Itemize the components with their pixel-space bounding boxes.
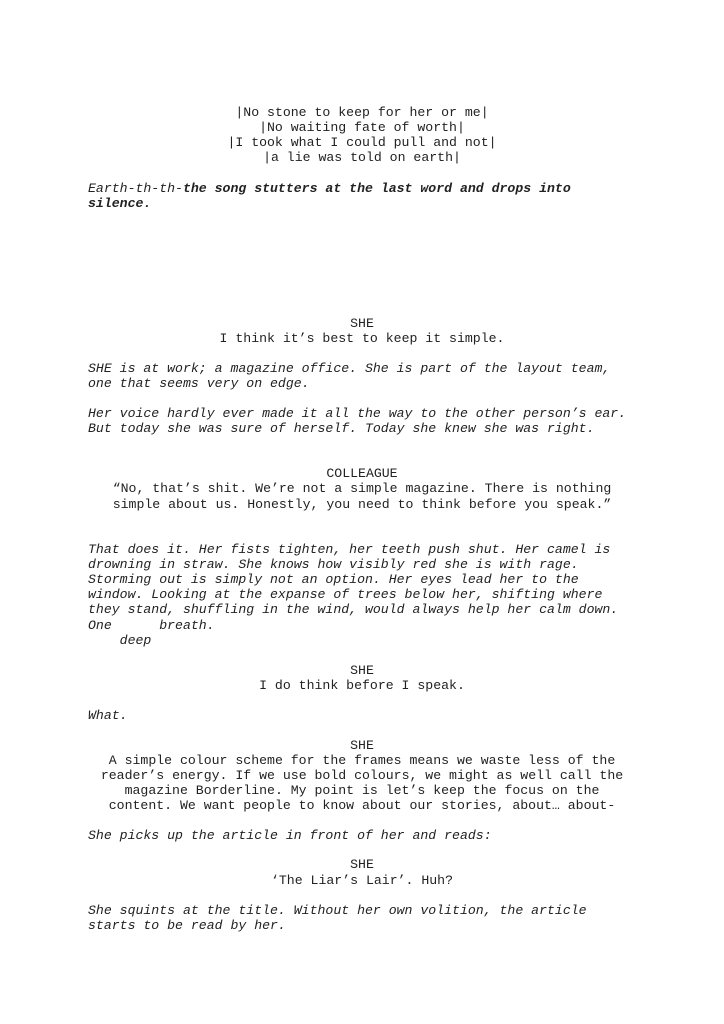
action-line: drowning in straw. She knows how visibly red she is with rage. <box>88 557 579 572</box>
character-name: SHE <box>350 663 374 678</box>
character-name: SHE <box>350 316 374 331</box>
action-line: deep <box>88 633 152 648</box>
action-line: SHE is at work; a magazine office. She is part of the layout team, <box>88 361 611 376</box>
song-line: |No waiting fate of worth| <box>259 120 465 135</box>
action-line: What. <box>88 708 128 723</box>
action-line: One breath. <box>88 618 215 633</box>
dialogue-line: A simple colour scheme for the frames means we waste less of the <box>108 753 616 768</box>
dialogue-line: magazine Borderline. My point is let’s keep the focus on the <box>124 783 600 798</box>
action-line: one that seems very on edge. <box>88 376 310 391</box>
dialogue-line: I think it’s best to keep it simple. <box>219 331 505 346</box>
dialogue-line: content. We want people to know about our stories, about… about- <box>108 798 616 813</box>
character-name: SHE <box>350 738 374 753</box>
action-line: Her voice hardly ever made it all the way to the other person’s ear. <box>88 406 627 421</box>
dialogue-line: “No, that’s shit. We’re not a simple magazine. There is nothing <box>112 481 612 496</box>
character-name: SHE <box>350 857 374 872</box>
action-line: That does it. Her fists tighten, her teeth push shut. Her camel is <box>88 542 611 557</box>
action-line: But today she was sure of herself. Today she knew she was right. <box>88 421 595 436</box>
action-line: they stand, shuffling in the wind, would always help her calm down. <box>88 602 619 617</box>
action-line: Storming out is simply not an option. Her eyes lead her to the <box>88 572 579 587</box>
character-name: COLLEAGUE <box>326 466 398 481</box>
stutter-description: the song stutters at the last word and drops into <box>182 181 571 196</box>
action-line: starts to be read by her. <box>88 918 286 933</box>
action-line: She picks up the article in front of her and reads: <box>88 828 492 843</box>
song-line: |I took what I could pull and not| <box>227 135 497 150</box>
stutter-text: Earth-th-th- <box>88 181 183 196</box>
action-line: window. Looking at the expanse of trees below her, shifting where <box>88 587 603 602</box>
song-line: |a lie was told on earth| <box>263 150 461 165</box>
dialogue-line: I do think before I speak. <box>259 678 465 693</box>
action-line: She squints at the title. Without her own volition, the article <box>88 903 587 918</box>
song-stutter-action <box>88 181 648 196</box>
dialogue-line: simple about us. Honestly, you need to think before you speak.” <box>112 497 612 512</box>
stutter-description-end: silence. <box>88 196 152 211</box>
dialogue-line: reader’s energy. If we use bold colours, we might as well call the <box>100 768 624 783</box>
song-line: |No stone to keep for her or me| <box>235 105 489 120</box>
dialogue-line: ‘The Liar’s Lair’. Huh? <box>270 873 454 888</box>
